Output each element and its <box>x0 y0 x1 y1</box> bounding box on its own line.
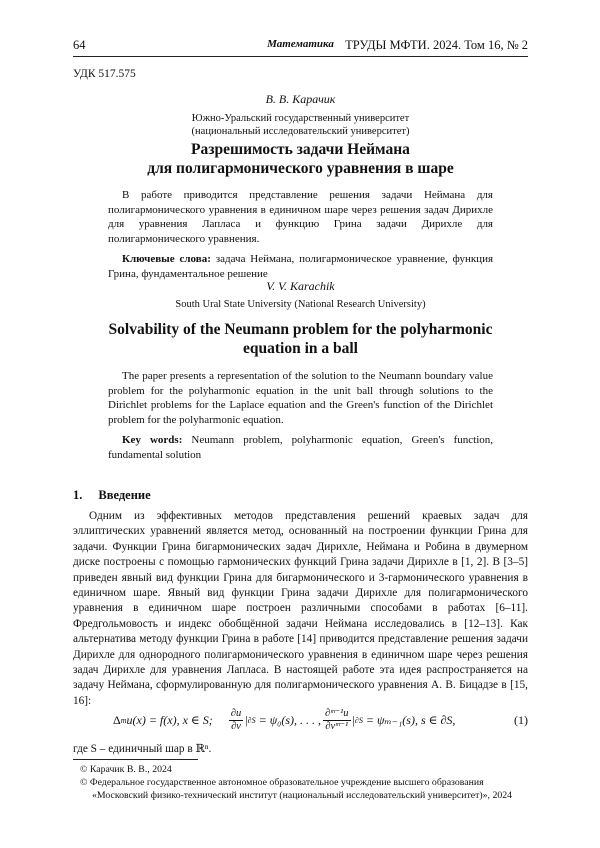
title-en-line1: Solvability of the Neumann problem for the polyharmonic <box>108 321 493 338</box>
section-number: 1. <box>73 488 83 502</box>
title-ru-line1: Разрешимость задачи Неймана <box>191 141 410 158</box>
affiliation-en: South Ural State University (National Research University) <box>175 299 426 310</box>
keywords-en-text: Neumann problem, polyharmonic equation, Green's function, fundamental solution <box>108 434 494 461</box>
section-title: Введение <box>98 488 151 502</box>
keywords-ru-text: задача Неймана, полигармоническое уравнение, функция Грина, фундаментальное решение <box>108 253 494 280</box>
footnote-copyright-author: © Карачик В. В., 2024 <box>80 764 172 775</box>
eq-lhs: Δ <box>113 712 121 727</box>
journal-section: Математика <box>267 38 334 50</box>
where-text: где S – единичный шар в ℝⁿ. <box>73 743 212 755</box>
intro-paragraph: Одним из эффективных методов представления решений краевых задач для эллиптических уравнений является метод, основанный на построении функции Грина для задачи. Функции Грина бигармонических задач Дирихле, Неймана и Робина в двумерном диске построены с помощью гармонических функций Грина задачи Дирихле в [1, 2]. В [3–5] приведен явный вид функции Грина для бигармонического и 3-гармонического уравнения в единичном шаре. Явный вид функции Грина задачи Дирихле для полигармонического уравнения в единичном шаре построен различными способами в работах [6–11]. Фредгольмовость и индекс обобщённой задачи Неймана исследовались в [12–13]. Как альтернатива методу функции Грина в работе [14] приводится представление решения задачи Дирихле для однородного полигармонического уравнения в единичном шаре через решения задач Дирихле для уравнения Лапласа. В настоящей работе эта идея распространяется на задачу Неймана, сформулированную для полигармонического уравнения А. В. Бицадзе в [15, 16]: <box>73 510 528 707</box>
section-heading <box>73 488 167 503</box>
equation-1 <box>73 703 528 737</box>
eq-lhs-sup: m <box>120 715 127 725</box>
footnote-rule <box>73 759 198 760</box>
eq-frac1-den: ∂ν <box>231 720 241 732</box>
eq-lhs-rest: u(x) = f(x), x ∈ S; <box>126 712 213 727</box>
affiliation-ru-line1: Южно-Уральский государственный университет <box>191 113 410 124</box>
section-body <box>73 509 528 709</box>
keywords-ru-label: Ключевые слова: <box>122 253 211 265</box>
eq-bar2: | <box>352 712 355 727</box>
header-rule <box>73 56 528 57</box>
abstract-en-text: The paper presents a representation of the solution to the Neumann boundary value problem for the polyharmonic equation in the unit ball through solutions to the Dirichlet problems for the Laplace equation and the Green's function of the Dirichlet problem for the polyharmonic equation. <box>108 370 493 426</box>
udk-code: УДК 517.575 <box>73 68 136 80</box>
abstract-ru <box>108 188 493 281</box>
author-ru: В. В. Карачик <box>265 92 336 106</box>
running-header <box>73 38 528 54</box>
author-en: V. V. Karachik <box>266 279 335 293</box>
keywords-ru <box>108 252 493 281</box>
abstract-en <box>108 369 493 462</box>
eq-mid2: = ψₘ₋₁(s), s ∈ ∂S, <box>362 712 456 727</box>
keywords-en-label: Key words: <box>122 434 183 446</box>
keywords-en <box>108 433 493 462</box>
equation-number: (1) <box>514 713 528 727</box>
eq-frac2-den: ∂νᵐ⁻¹ <box>325 720 349 732</box>
page-number: 64 <box>73 38 86 52</box>
affiliation-ru-line2: (национальный исследовательский университет) <box>191 126 410 137</box>
footnote-copyright-institute-line1: © Федеральное государственное автономное образовательное учреждение высшего образования <box>80 777 484 788</box>
eq-bar1-sub: ∂S <box>247 715 256 725</box>
eq-frac1-num: ∂u <box>230 707 242 719</box>
eq-bar2-sub: ∂S <box>354 715 363 725</box>
title-en-line2: equation in a ball <box>243 340 358 357</box>
eq-bar1: | <box>245 712 248 727</box>
equation-expression <box>113 703 493 737</box>
eq-frac2-num: ∂ᵐ⁻¹u <box>324 707 349 719</box>
footnote-copyright-institute-line2: «Московский физико-технический институт (национальный исследовательский университет)», 2024 <box>92 790 513 801</box>
journal-info: ТРУДЫ МФТИ. 2024. Том 16, № 2 <box>345 38 528 52</box>
eq-frac2 <box>323 708 351 733</box>
eq-frac1 <box>229 708 243 733</box>
title-ru-line2: для полигармонического уравнения в шаре <box>147 160 454 177</box>
abstract-ru-text: В работе приводится представление решения задачи Неймана для полигармонического уравнения в единичном шаре через решения задач Дирихле для уравнения Лапласа и функцию Грина задачи Дирихле для полигармонического уравнения. <box>108 189 493 245</box>
eq-mid1: = ψ₀(s), . . . , <box>255 712 321 727</box>
